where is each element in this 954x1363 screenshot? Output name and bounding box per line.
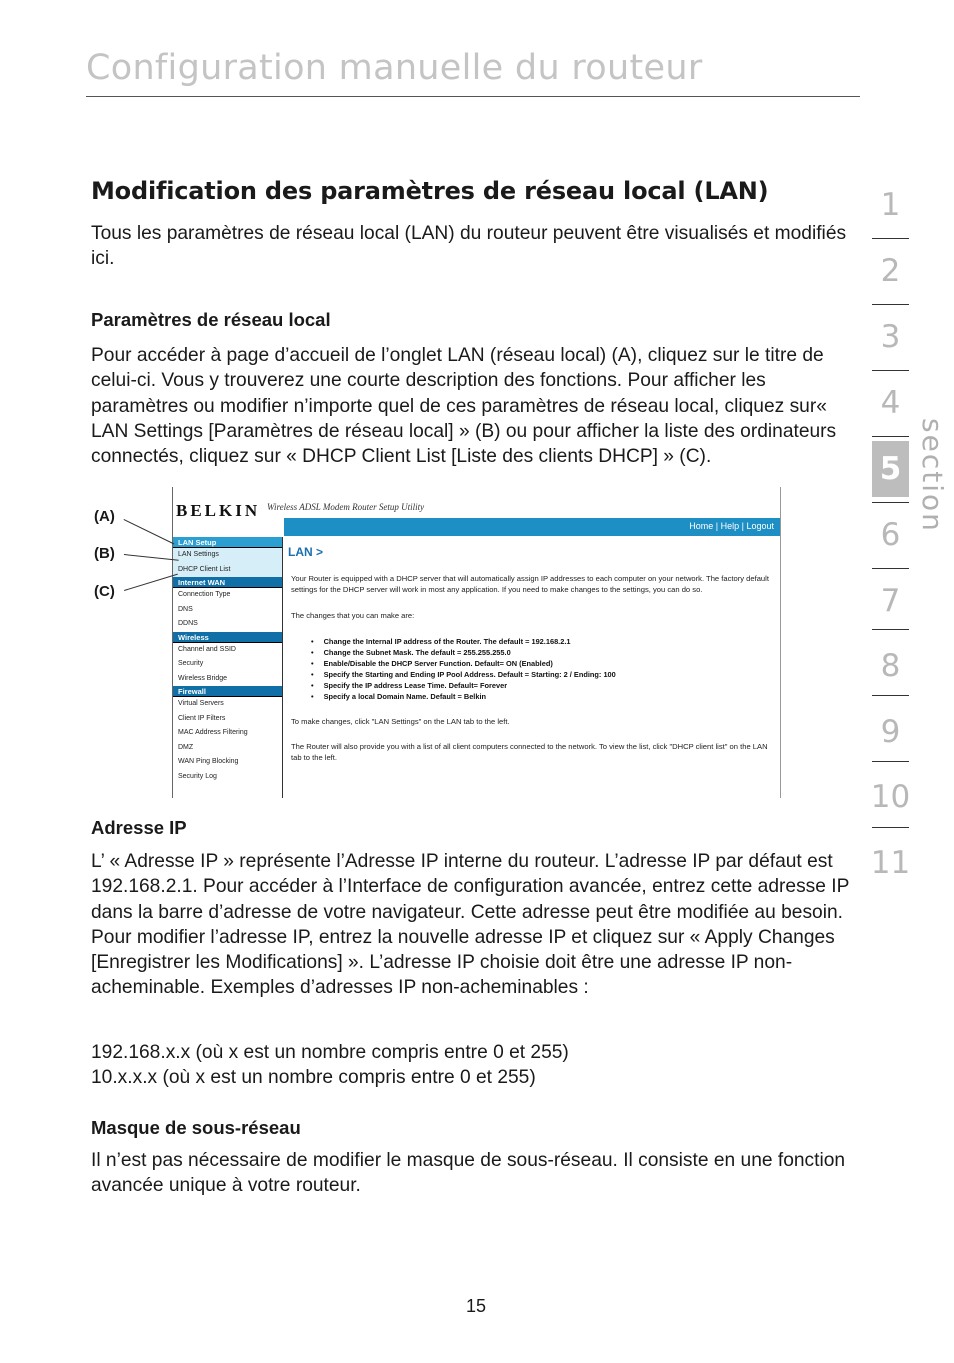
callout-a: (A): [94, 508, 115, 525]
callout-a-leader: [124, 519, 175, 544]
client-list-note: The Router will also provide you with a list of all client computers connected to the network. To view the list, click "DHCP client list" on the LAN tab to the left.: [291, 742, 768, 762]
callout-c: (C): [94, 583, 115, 600]
sidebar-item-wan-ping-blocking[interactable]: WAN Ping Blocking: [178, 758, 239, 765]
sidebar-item-mac-filtering[interactable]: MAC Address Filtering: [178, 729, 248, 736]
list-item: • Specify the IP address Lease Time. Default= Forever: [326, 680, 771, 691]
section-heading: Modification des paramètres de réseau local (LAN): [91, 177, 769, 205]
ip-example-2: 10.x.x.x (où x est un nombre compris entre 0 et 255): [91, 1067, 536, 1088]
nav-divider: [872, 568, 909, 569]
ip-example-1: 192.168.x.x (où x est un nombre compris entre 0 et 255): [91, 1042, 569, 1063]
router-header: [173, 487, 781, 519]
list-item: • Enable/Disable the DHCP Server Function. Default= ON (Enabled): [326, 658, 771, 669]
sidebar-item-security-log[interactable]: Security Log: [178, 772, 217, 780]
nav-item-5[interactable]: 5: [872, 441, 909, 497]
sidebar-item-security[interactable]: Security: [178, 660, 204, 667]
ip-address-paragraph: L’ « Adresse IP » représente l’Adresse IP interne du routeur. L’adresse IP par défaut est 192.168.2.1. Pour accéder à l’Interface de configuration avancée, entrez cette adresse IP dans la barre d’adresse de votre navigateur. Cette adresse peut être modifiée au besoin. Pour modifier l’adresse IP, entrez la nouvelle adresse IP et cliquez sur « Apply Changes [Enregistrer les Modifications] ». L’adresse IP choisie doit être une adresse IP non-acheminable. Exemples d’adresses IP non-acheminables :: [91, 851, 850, 999]
nav-item-3[interactable]: 3: [880, 319, 901, 355]
nav-divider: [872, 436, 909, 437]
nav-item-4[interactable]: 4: [880, 385, 901, 421]
nav-item-1[interactable]: 1: [880, 187, 901, 223]
sidebar-item-lan-settings[interactable]: LAN Settings: [173, 548, 282, 563]
sidebar-section-lan-setup[interactable]: LAN Setup: [173, 537, 282, 548]
router-topbar: [284, 518, 781, 536]
title-divider: [86, 96, 860, 97]
nav-divider: [872, 629, 909, 630]
sidebar-section-firewall[interactable]: Firewall: [173, 686, 282, 697]
nav-divider: [872, 370, 909, 371]
sidebar-item-channel-ssid[interactable]: Channel and SSID: [178, 645, 236, 653]
router-main-content: [288, 545, 771, 763]
sidebar-item-ddns[interactable]: DDNS: [178, 620, 198, 627]
lan-page-title: LAN >: [288, 545, 324, 559]
list-item: • Change the Subnet Mask. The default = 255.255.255.0: [326, 647, 771, 658]
subnet-mask-paragraph: Il n’est pas nécessaire de modifier le masque de sous-réseau. Il consiste en une fonction avancée unique à votre routeur.: [91, 1150, 846, 1197]
page-number: 15: [466, 1296, 487, 1316]
nav-item-9[interactable]: 9: [880, 714, 901, 750]
router-sidebar: [173, 537, 283, 798]
nav-divider: [872, 827, 909, 828]
section-label: section: [916, 418, 949, 533]
nav-item-10[interactable]: 10: [870, 779, 911, 815]
nav-item-2[interactable]: 2: [880, 253, 901, 289]
nav-divider: [872, 304, 909, 305]
callout-b: (B): [94, 545, 115, 562]
subheading-lan-params: Paramètres de réseau local: [91, 309, 331, 330]
callout-c-leader: [124, 574, 178, 591]
router-screenshot: [172, 487, 781, 798]
page-title: Configuration manuelle du routeur: [86, 48, 703, 88]
nav-item-7[interactable]: 7: [880, 583, 901, 619]
intro-paragraph: Tous les paramètres de réseau local (LAN) du routeur peuvent être visualisés et modifiés ici.: [91, 223, 847, 270]
sidebar-section-wireless[interactable]: Wireless: [173, 632, 282, 643]
lan-description: Your Router is equipped with a DHCP server that will automatically assign IP addresses to each computer on your network. The factory default settings for the DHCP server will work in most any application. If you need to make changes to the settings, you can do so.: [291, 574, 769, 594]
sidebar-item-wireless-bridge[interactable]: Wireless Bridge: [178, 674, 228, 682]
subheading-subnet-mask: Masque de sous-réseau: [91, 1117, 301, 1138]
sidebar-item-dhcp-client-list[interactable]: DHCP Client List: [173, 563, 282, 578]
list-item: • Specify a local Domain Name. Default = Belkin: [326, 691, 771, 702]
router-top-links[interactable]: Home | Help | Logout: [689, 521, 774, 531]
nav-item-8[interactable]: 8: [880, 648, 901, 684]
changes-label: The changes that you can make are:: [291, 611, 415, 620]
list-item: • Specify the Starting and Ending IP Pool Address. Default = Starting: 2 / Ending: 100: [326, 669, 771, 680]
nav-divider: [872, 761, 909, 762]
sidebar-item-virtual-servers[interactable]: Virtual Servers: [178, 700, 224, 707]
sidebar-item-client-ip-filters[interactable]: Client IP Filters: [178, 714, 226, 722]
list-item: • Change the Internal IP address of the Router. The default = 192.168.2.1: [326, 636, 771, 647]
sidebar-section-internet-wan[interactable]: Internet WAN: [173, 577, 282, 588]
nav-item-6[interactable]: 6: [880, 517, 901, 553]
sidebar-item-dmz[interactable]: DMZ: [178, 743, 194, 751]
sidebar-item-dns[interactable]: DNS: [178, 605, 193, 613]
router-utility-title: Wireless ADSL Modem Router Setup Utility: [267, 502, 425, 512]
nav-divider: [872, 238, 909, 239]
changes-list: [323, 636, 771, 702]
make-changes-note: To make changes, click "LAN Settings" on the LAN tab to the left.: [291, 717, 510, 726]
lan-params-paragraph: Pour accéder à page d’accueil de l’onglet LAN (réseau local) (A), cliquez sur le titre de celui-ci. Vous y trouverez une courte description des fonctions. Pour afficher les paramètres ou modifier n’importe quel de ces paramètres de réseau local, cliquez sur« LAN Settings [Paramètres de réseau local] » (B) ou pour afficher la liste des ordinateurs connectés, cliquez sur « DHCP Client List [Liste des clients DHCP] » (C).: [91, 345, 837, 468]
nav-item-11[interactable]: 11: [870, 845, 911, 881]
subheading-ip-address: Adresse IP: [91, 817, 187, 838]
nav-divider: [872, 695, 909, 696]
callout-b-leader: [124, 554, 179, 561]
belkin-logo: BELKIN: [176, 501, 261, 520]
sidebar-item-connection-type[interactable]: Connection Type: [178, 591, 231, 598]
nav-divider: [872, 502, 909, 503]
